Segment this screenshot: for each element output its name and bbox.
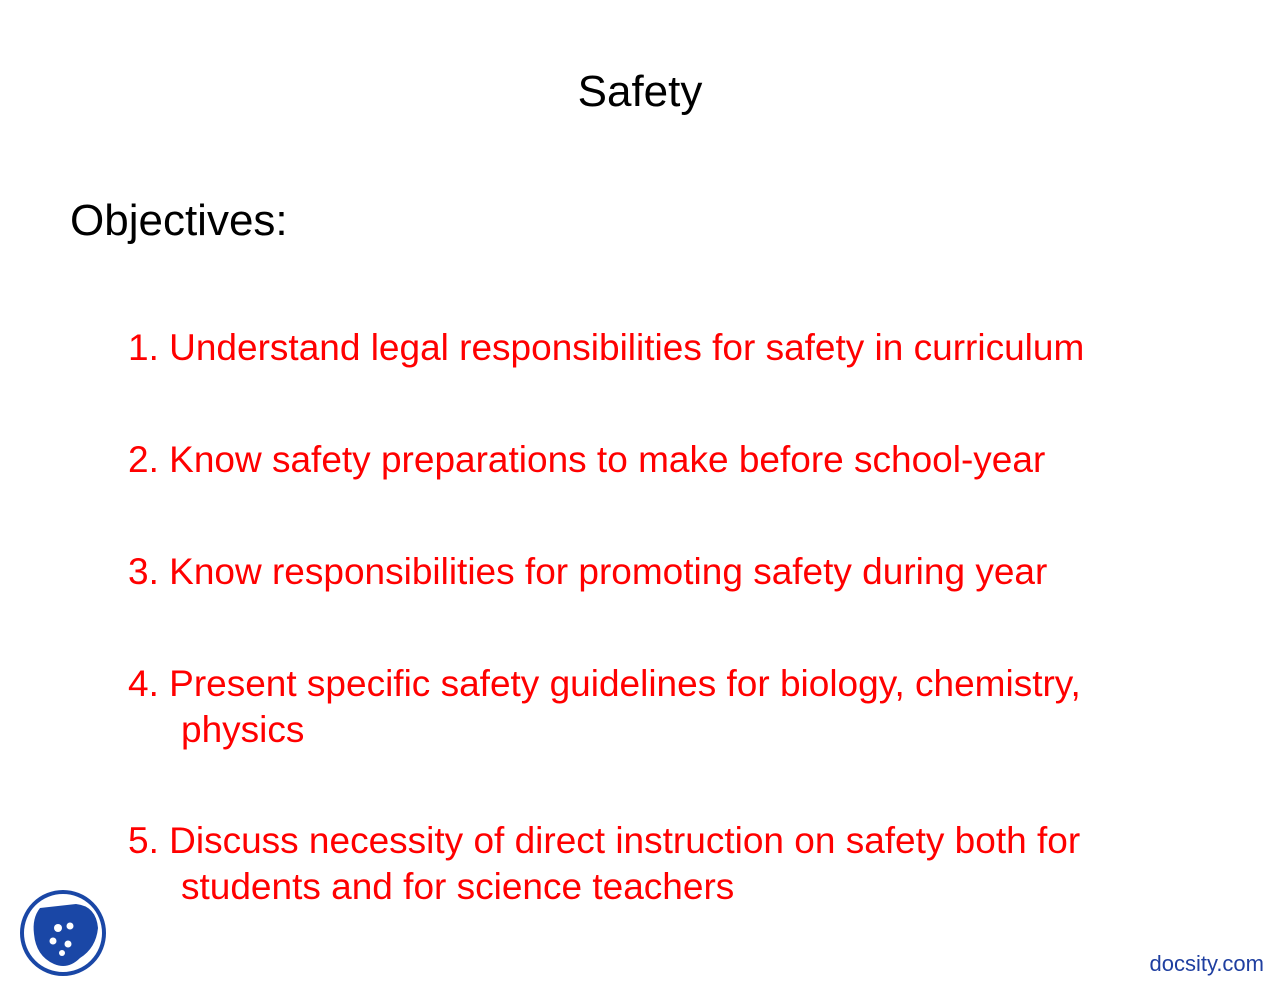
docsity-watermark[interactable]: docsity.com: [1149, 951, 1264, 976]
slide-title: Safety: [577, 67, 703, 116]
docsity-logo-icon: [18, 888, 108, 978]
objective-item-1: [128, 325, 1188, 371]
objective-item-4: [128, 661, 1188, 753]
objective-text: 3. Know responsibilities for promoting safety during year: [128, 551, 1048, 592]
objective-item-3: [128, 549, 1188, 595]
objective-text: 5. Discuss necessity of direct instruction on safety both for: [128, 820, 1081, 861]
objective-text: 4. Present specific safety guidelines for biology, chemistry,: [128, 663, 1081, 704]
objective-text: 2. Know safety preparations to make before school-year: [128, 439, 1046, 480]
objective-text-continued: students and for science teachers: [181, 866, 735, 907]
objective-item-5: [128, 818, 1188, 910]
objective-item-2: [128, 437, 1188, 483]
objective-text-continued: physics: [181, 709, 305, 750]
objectives-heading: Objectives:: [70, 196, 288, 245]
objective-text: 1. Understand legal responsibilities for safety in curriculum: [128, 327, 1085, 368]
